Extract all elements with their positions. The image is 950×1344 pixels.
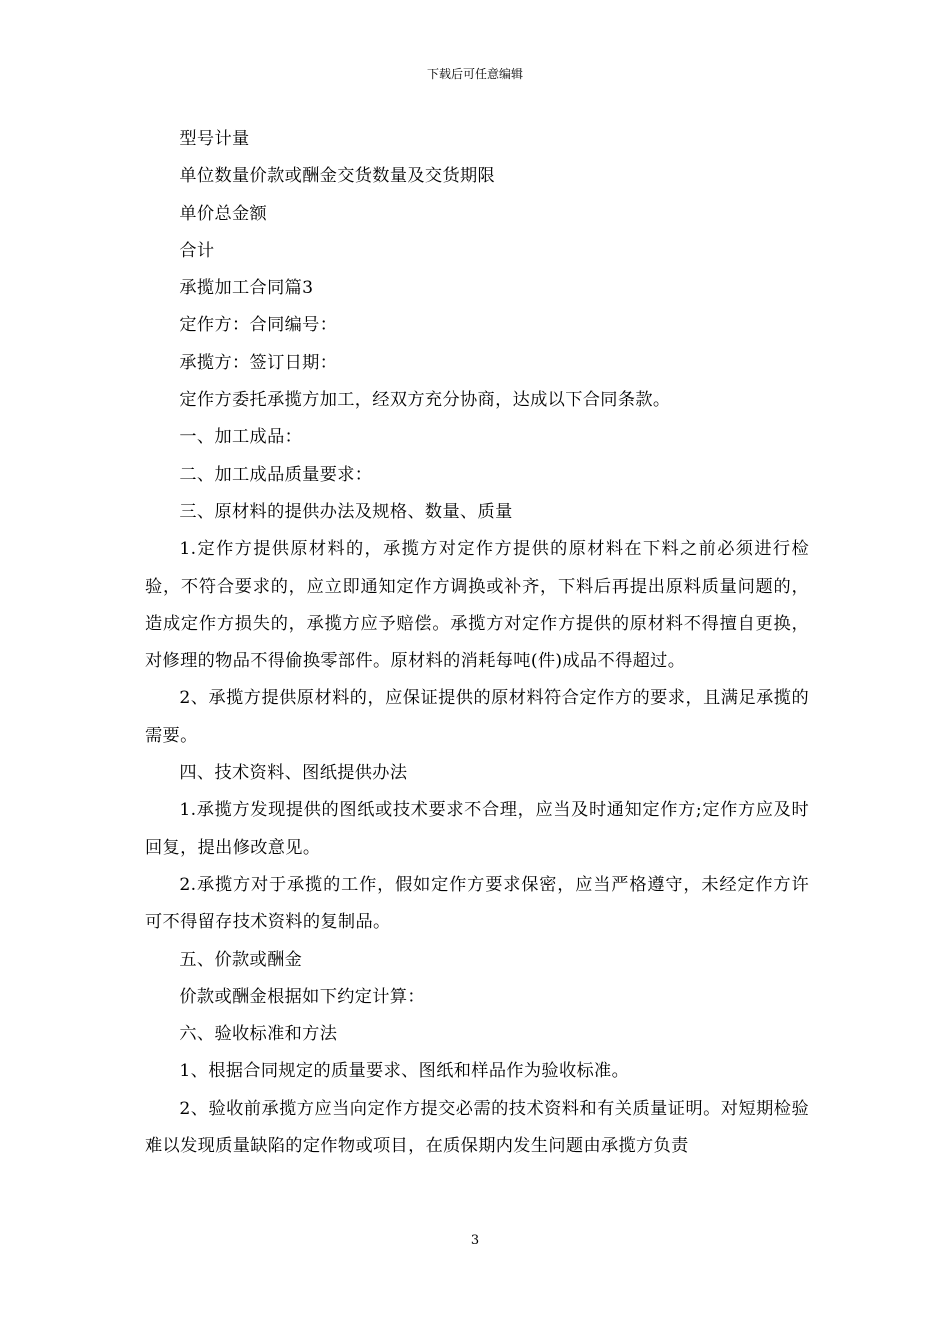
paragraph-clause-4-item-1: 1.承揽方发现提供的图纸或技术要求不合理，应当及时通知定作方;定作方应及时回复，提出修改意见。 xyxy=(145,800,809,858)
paragraph-clause-6-item-1: 1、根据合同规定的质量要求、图纸和样品作为验收标准。 xyxy=(179,1061,630,1082)
paragraph-contractor-sign-date: 承揽方：签订日期： xyxy=(179,352,338,373)
header-note: 下载后可任意编辑 xyxy=(426,67,523,81)
paragraph-intro: 定作方委托承揽方加工，经双方充分协商，达成以下合同条款。 xyxy=(179,390,671,411)
heading-clause-6: 六、验收标准和方法 xyxy=(179,1024,338,1045)
paragraph-clause-3-item-1: 1.定作方提供原材料的，承揽方对定作方提供的原材料在下料之前必须进行检验，不符合要求的，应立即通知定作方调换或补齐，下料后再提出原料质量问题的，造成定作方损失的，承揽方应予赔偿。承揽方对定作方提供的原材料不得擅自更换，对修理的物品不得偷换零部件。原材料的消耗每吨(件)成品不得超过。 xyxy=(145,539,809,672)
heading-clause-1: 一、加工成品： xyxy=(179,427,303,448)
paragraph-unit-quantity: 单位数量价款或酬金交货数量及交货期限 xyxy=(179,166,496,187)
heading-clause-2: 二、加工成品质量要求： xyxy=(179,464,373,485)
paragraph-clause-4-item-2: 2.承揽方对于承揽的工作，假如定作方要求保密，应当严格遵守，未经定作方许可不得留存技术资料的复制品。 xyxy=(145,874,809,933)
document-body xyxy=(145,121,809,1165)
heading-clause-5: 五、价款或酬金 xyxy=(179,949,303,970)
paragraph-clause-6-item-2: 2、验收前承揽方应当向定作方提交必需的技术资料和有关质量证明。对短期检验难以发现质量缺陷的定作物或项目，在质保期内发生问题由承揽方负责 xyxy=(145,1098,809,1157)
paragraph-total: 合计 xyxy=(179,240,215,261)
paragraph-clause-5-text: 价款或酬金根据如下约定计算： xyxy=(179,986,425,1007)
paragraph-orderer-contract-no: 定作方：合同编号： xyxy=(179,315,338,336)
heading-clause-4: 四、技术资料、图纸提供办法 xyxy=(179,763,408,784)
paragraph-unit-price-total: 单价总金额 xyxy=(179,203,268,224)
page-number: 3 xyxy=(470,1233,480,1248)
section-title-contract-3: 承揽加工合同篇3 xyxy=(179,278,314,299)
paragraph-clause-3-item-2: 2、承揽方提供原材料的，应保证提供的原材料符合定作方的要求，且满足承揽的需要。 xyxy=(145,688,809,746)
paragraph-model-measure: 型号计量 xyxy=(179,129,250,149)
heading-clause-3: 三、原材料的提供办法及规格、数量、质量 xyxy=(179,501,513,522)
